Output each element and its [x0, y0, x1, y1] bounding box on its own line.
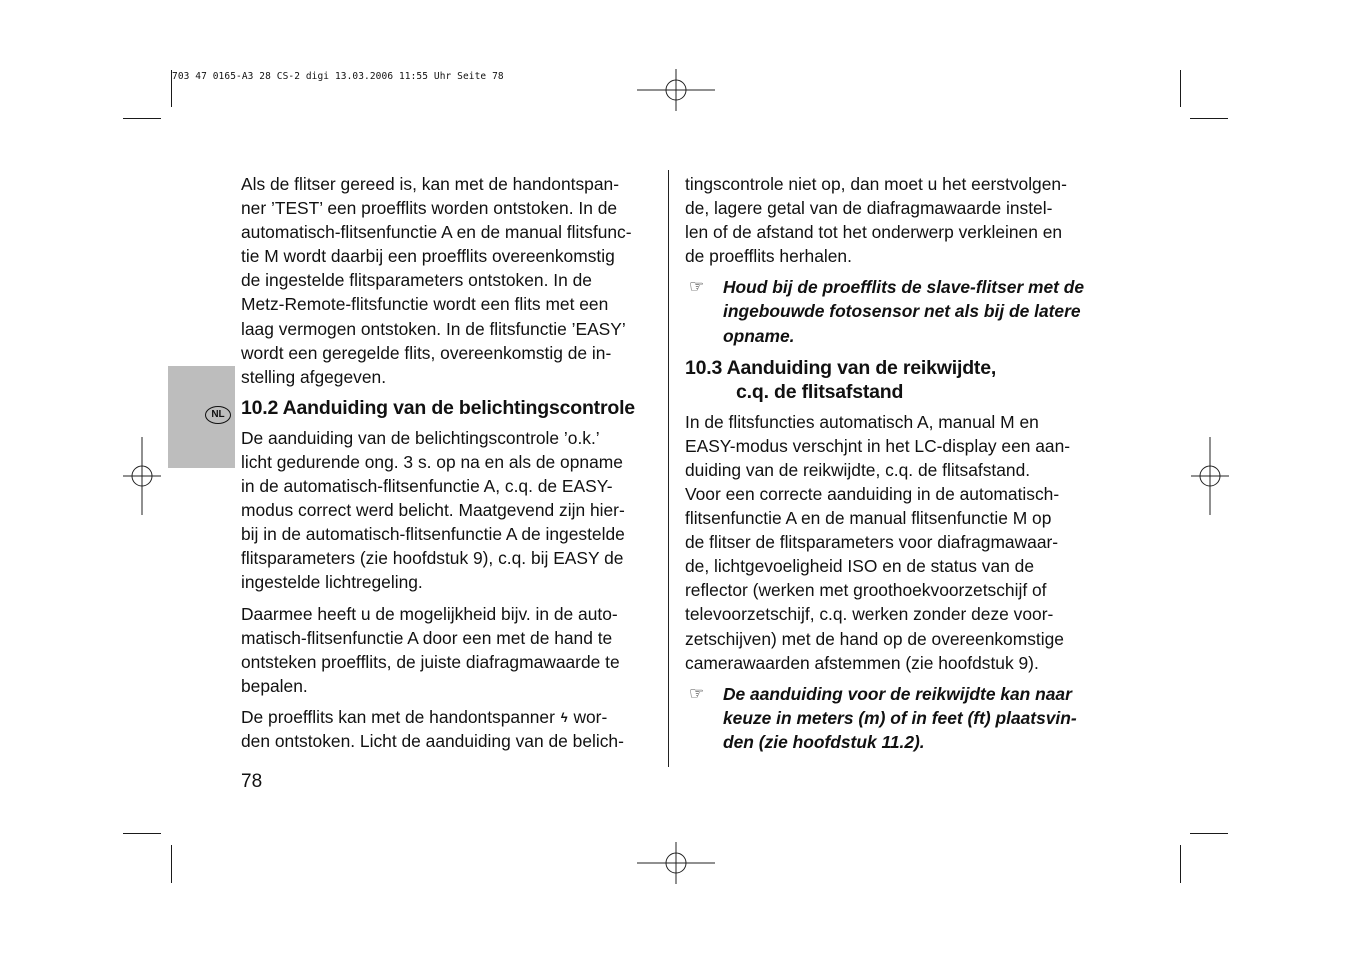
text-line [241, 705, 651, 729]
section-10-3-paragraph [685, 410, 1091, 675]
note-text [723, 275, 1084, 347]
text-line: bepalen. [241, 675, 308, 696]
text-line: reflector (werken met groothoekvoorzetschijf of [685, 580, 1047, 601]
language-tab [168, 366, 235, 468]
crop-mark-bottom-right-horizontal [1190, 833, 1228, 834]
flash-icon: ϟ [560, 709, 568, 725]
registration-mark-bottom [637, 824, 715, 902]
text-line: Houd bij de proefflits de slave-flitser met de [723, 277, 1085, 298]
crop-mark-top-right-horizontal [1190, 118, 1228, 119]
text-line: modus correct werd belicht. Maatgevend zijn hier- [241, 500, 625, 521]
text-line: de ingestelde flitsparameters ontstoken. In de [241, 270, 592, 291]
note-slave-flash [685, 275, 1091, 347]
text-line: Als de flitser gereed is, kan met de handontspan- [241, 174, 619, 194]
text-fragment: wor- [568, 706, 608, 727]
crop-mark-bottom-left-vertical [171, 845, 172, 883]
text-line: flitsenfunctie A en de manual flitsenfunctie M op [685, 508, 1052, 529]
section-10-2-paragraph-3 [241, 705, 651, 753]
registration-mark-top [637, 51, 715, 129]
left-column [241, 172, 651, 760]
text-fragment: De proefflits kan met de handontspanner [241, 706, 560, 727]
text-line: Metz-Remote-flitsfunctie wordt een flits met een [241, 294, 609, 315]
text-line: de proefflits herhalen. [685, 246, 852, 267]
intro-paragraph [241, 172, 651, 389]
language-badge: NL [205, 406, 231, 424]
section-10-2-paragraph-1 [241, 426, 651, 595]
text-line: den ontstoken. Licht de aanduiding van de belich- [241, 730, 624, 751]
text-line: ingestelde lichtregeling. [241, 572, 423, 593]
text-line: len of de afstand tot het onderwerp verkleinen en [685, 222, 1063, 243]
section-10-3-heading [685, 356, 1091, 404]
text-line: tingscontrole niet op, dan moet u het eerstvolgen- [685, 174, 1067, 194]
text-line: bij in de automatisch-flitsenfunctie A de ingestelde [241, 524, 625, 545]
text-line: den (zie hoofdstuk 11.2). [723, 731, 925, 752]
text-line: licht gedurende ong. 3 s. op na en als de opname [241, 451, 623, 472]
note-text [723, 682, 1077, 754]
crop-mark-bottom-left-horizontal [123, 833, 161, 834]
crop-mark-bottom-right-vertical [1180, 845, 1181, 883]
heading-line: 10.3 Aanduiding van de reikwijdte, [685, 356, 997, 379]
text-line: De aanduiding van de belichtingscontrole ’o.k.’ [241, 427, 600, 448]
continuation-paragraph [685, 172, 1091, 268]
section-10-2-paragraph-2 [241, 602, 651, 698]
text-line: flitsparameters (zie hoofdstuk 9), c.q. bij EASY de [241, 548, 624, 569]
text-line: wordt een geregelde flits, overeenkomstig de in- [241, 342, 612, 363]
note-range-units [685, 682, 1091, 754]
pointing-hand-icon: ☞ [689, 277, 705, 297]
text-line: ontsteken proefflits, de juiste diafragmawaarde te [241, 651, 620, 672]
crop-mark-top-right-vertical [1180, 70, 1181, 107]
right-column [685, 172, 1091, 762]
text-line: Voor een correcte aanduiding in de automatisch- [685, 483, 1060, 504]
text-line: matisch-flitsenfunctie A door een met de hand te [241, 627, 613, 648]
text-line: opname. [723, 325, 795, 346]
text-line: in de automatisch-flitsenfunctie A, c.q. de EASY- [241, 476, 613, 497]
text-line: laag vermogen ontstoken. In de flitsfunctie ’EASY’ [241, 318, 626, 339]
heading-line: c.q. de flitsafstand [736, 380, 904, 403]
text-line: Daarmee heeft u de mogelijkheid bijv. in de auto- [241, 603, 618, 624]
text-line: camerawaarden afstemmen (zie hoofdstuk 9). [685, 652, 1039, 673]
crop-mark-top-left-horizontal [123, 118, 161, 119]
text-line: ingebouwde fotosensor net als bij de latere [723, 301, 1081, 322]
text-line: EASY-modus verschjnt in het LC-display een aan- [685, 435, 1071, 456]
text-line: de flitser de flitsparameters voor diafragmawaar- [685, 532, 1059, 553]
text-line: duiding van de reikwijdte, c.q. de flitsafstand. [685, 459, 1031, 480]
text-line: tie M wordt daarbij een proefflits overeenkomstig [241, 246, 615, 267]
text-line: televoorzetschijf, c.q. werken zonder deze voor- [685, 604, 1054, 625]
column-divider [668, 170, 669, 767]
registration-mark-right [1171, 437, 1249, 515]
text-line: de, lagere getal van de diafragmawaarde instel- [685, 198, 1053, 219]
page-number: 78 [241, 771, 263, 792]
text-line: automatisch-flitsenfunctie A en de manual flitsfunc- [241, 222, 632, 243]
text-line: In de flitsfuncties automatisch A, manual M en [685, 411, 1039, 432]
text-line: zetschijven) met de hand op de overeenkomstige [685, 628, 1064, 649]
text-line: de, lichtgevoeligheid ISO en de status van de [685, 556, 1035, 577]
print-slug-line: 703 47 0165-A3 28 CS-2 digi 13.03.2006 11:55 Uhr Seite 78 [172, 71, 504, 82]
text-line: stelling afgegeven. [241, 366, 387, 387]
section-10-2-heading: 10.2 Aanduiding van de belichtingscontrole [241, 396, 635, 419]
pointing-hand-icon: ☞ [689, 683, 705, 703]
text-line: De aanduiding voor de reikwijdte kan naar [723, 683, 1072, 704]
text-line: keuze in meters (m) of in feet (ft) plaatsvin- [723, 707, 1077, 728]
text-line: ner ’TEST’ een proefflits worden ontstoken. In de [241, 198, 618, 219]
